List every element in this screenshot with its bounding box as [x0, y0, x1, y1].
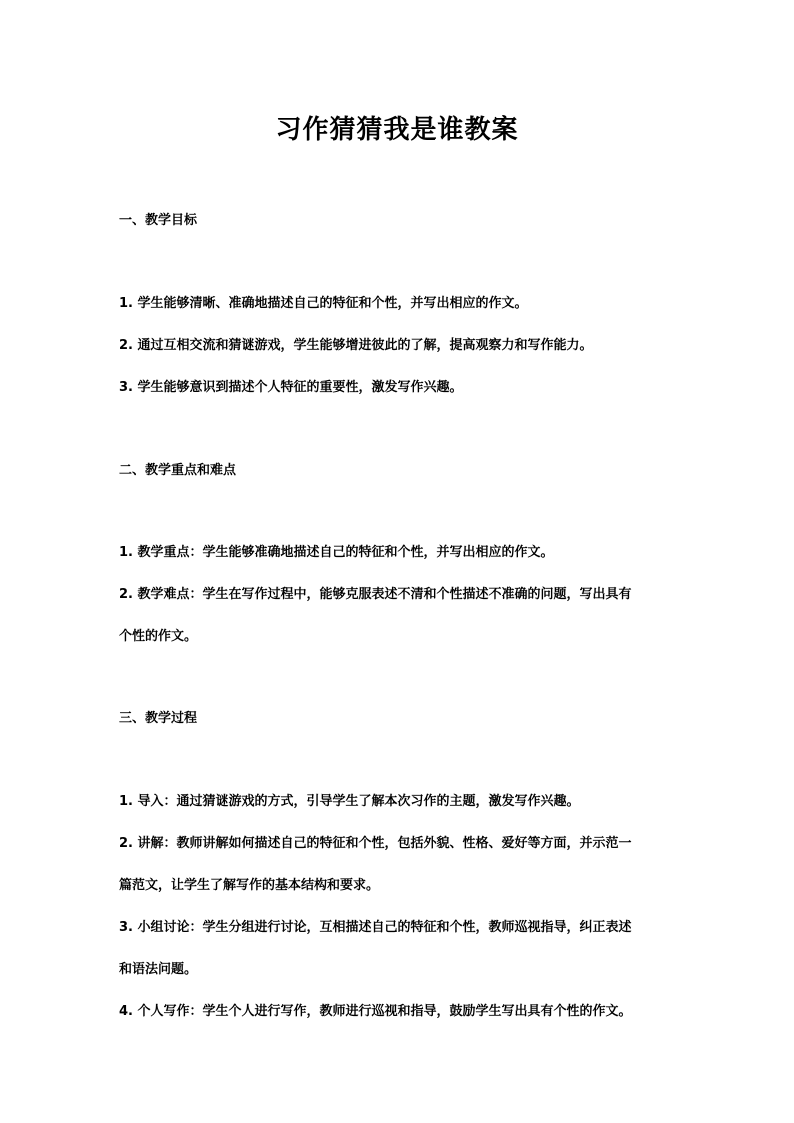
process-item-3-continued: 和语法问题。 [119, 962, 198, 977]
key-point-item-1: 1. 教学重点：学生能够准确地描述自己的特征和个性，并写出相应的作文。 [119, 545, 554, 560]
process-item-2: 2. 讲解：教师讲解如何描述自己的特征和个性，包括外貌、性格、爱好等方面，并示范一 [119, 836, 632, 851]
key-point-item-2-continued: 个性的作文。 [119, 629, 198, 644]
section-heading-process: 三、教学过程 [119, 711, 198, 726]
document-title: 习作猜猜我是谁教案 [275, 115, 519, 145]
process-item-2-continued: 篇范文，让学生了解写作的基本结构和要求。 [119, 878, 380, 893]
objective-item-3: 3. 学生能够意识到描述个人特征的重要性，激发写作兴趣。 [119, 380, 463, 395]
process-item-4: 4. 个人写作：学生个人进行写作，教师进行巡视和指导，鼓励学生写出具有个性的作文。 [119, 1004, 632, 1019]
section-heading-objectives: 一、教学目标 [119, 213, 198, 228]
key-point-item-2: 2. 教学难点：学生在写作过程中，能够克服表述不清和个性描述不准确的问题，写出具有 [119, 587, 632, 602]
objective-item-1: 1. 学生能够清晰、准确地描述自己的特征和个性，并写出相应的作文。 [119, 296, 528, 311]
section-heading-key-points: 二、教学重点和难点 [119, 463, 237, 478]
process-item-1: 1. 导入：通过猜谜游戏的方式，引导学生了解本次习作的主题，激发写作兴趣。 [119, 794, 580, 809]
objective-item-2: 2. 通过互相交流和猜谜游戏，学生能够增进彼此的了解，提高观察力和写作能力。 [119, 338, 593, 353]
process-item-3: 3. 小组讨论：学生分组进行讨论，互相描述自己的特征和个性，教师巡视指导，纠正表述 [119, 920, 632, 935]
